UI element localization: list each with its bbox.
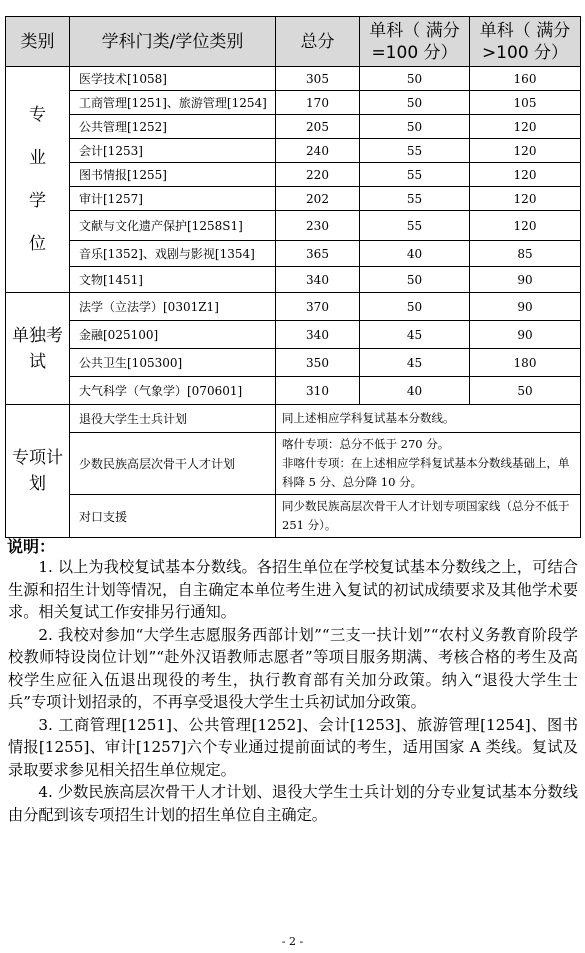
single-100-cell: 50	[360, 293, 470, 321]
total-score-cell: 310	[276, 377, 360, 405]
discipline-cell: 文物[1451]	[70, 267, 276, 293]
header-category: 类别	[6, 17, 70, 67]
header-total: 总分	[276, 17, 360, 67]
table-row	[6, 91, 581, 115]
discipline-cell: 大气科学（气象学）[070601]	[70, 377, 276, 405]
discipline-cell: 文献与文化遗产保护[1258S1]	[70, 211, 276, 241]
note-item: 3. 工商管理[1251]、公共管理[1252]、会计[1253]、旅游管理[1254]、图书情报[1255]、审计[1257]六个专业通过提前面试的考生，适用国家 A 类线。复试及录取要求参见相关招生单位规定。	[8, 715, 578, 779]
table-row	[6, 67, 581, 91]
table-row	[6, 267, 581, 293]
table-row	[6, 293, 581, 321]
single-over100-cell: 120	[470, 139, 581, 163]
single-over100-cell: 120	[470, 163, 581, 187]
score-table-wrapper	[5, 16, 580, 538]
discipline-cell: 公共管理[1252]	[70, 115, 276, 139]
category-char: 业	[29, 147, 46, 168]
single-100-cell: 45	[360, 349, 470, 377]
total-score-cell: 305	[276, 67, 360, 91]
table-row	[6, 433, 581, 495]
plan-note-cell: 同上述相应学科复试基本分数线。	[276, 405, 581, 433]
discipline-cell: 图书情报[1255]	[70, 163, 276, 187]
category-independent-exam: 单独考试	[6, 293, 70, 405]
single-100-cell: 50	[360, 115, 470, 139]
single-over100-cell: 120	[470, 115, 581, 139]
table-row	[6, 321, 581, 349]
single-over100-cell: 105	[470, 91, 581, 115]
total-score-cell: 350	[276, 349, 360, 377]
table-row	[6, 139, 581, 163]
single-100-cell: 55	[360, 163, 470, 187]
total-score-cell: 370	[276, 293, 360, 321]
discipline-cell: 医学技术[1058]	[70, 67, 276, 91]
table-header-row	[6, 17, 581, 67]
plan-name-cell: 对口支援	[70, 495, 276, 538]
single-100-cell: 55	[360, 211, 470, 241]
single-100-cell: 50	[360, 267, 470, 293]
note-item: 1. 以上为我校复试基本分数线。各招生单位在学校复试基本分数线之上，可结合生源和招生计划等情况，自主确定本单位考生进入复试的初试成绩要求及其他学术要求。相关复试工作安排另行通知。	[8, 558, 578, 621]
discipline-cell: 法学（立法学）[0301Z1]	[70, 293, 276, 321]
total-score-cell: 240	[276, 139, 360, 163]
page-number: - 2 -	[281, 935, 304, 948]
single-over100-cell: 90	[470, 321, 581, 349]
total-score-cell: 202	[276, 187, 360, 211]
table-row	[6, 349, 581, 377]
table-row	[6, 115, 581, 139]
category-char: 学	[29, 190, 46, 211]
category-special-plan: 专项计划	[6, 405, 70, 538]
plan-note-cell: 喀什专项：总分不低于 270 分。 非喀什专项：在上述相应学科复试基本分数线基础上，单科降 5 分、总分降 10 分。	[276, 433, 581, 495]
table-row	[6, 163, 581, 187]
table-row	[6, 211, 581, 241]
single-100-cell: 50	[360, 91, 470, 115]
category-char: 位	[29, 233, 46, 254]
plan-name-cell: 退役大学生士兵计划	[70, 405, 276, 433]
single-over100-cell: 50	[470, 377, 581, 405]
header-single-over100: 单科（ 满分>100 分）	[470, 17, 581, 67]
discipline-cell: 金融[025100]	[70, 321, 276, 349]
single-100-cell: 55	[360, 187, 470, 211]
plan-name-cell: 少数民族高层次骨干人才计划	[70, 433, 276, 495]
total-score-cell: 170	[276, 91, 360, 115]
category-professional-degree	[6, 67, 70, 293]
single-over100-cell: 90	[470, 293, 581, 321]
single-100-cell: 40	[360, 377, 470, 405]
single-over100-cell: 160	[470, 67, 581, 91]
single-over100-cell: 120	[470, 211, 581, 241]
table-row	[6, 377, 581, 405]
single-over100-cell: 85	[470, 241, 581, 267]
single-100-cell: 45	[360, 321, 470, 349]
notes-section	[8, 556, 578, 826]
table-row	[6, 495, 581, 538]
score-table	[5, 16, 581, 538]
table-row	[6, 405, 581, 433]
notes-label: 说明：	[7, 537, 56, 556]
total-score-cell: 365	[276, 241, 360, 267]
table-row	[6, 187, 581, 211]
single-100-cell: 55	[360, 139, 470, 163]
discipline-cell: 审计[1257]	[70, 187, 276, 211]
total-score-cell: 205	[276, 115, 360, 139]
single-over100-cell: 180	[470, 349, 581, 377]
total-score-cell: 230	[276, 211, 360, 241]
note-item: 4. 少数民族高层次骨干人才计划、退役大学生士兵计划的分专业复试基本分数线由分配到该专项招生计划的招生单位自主确定。	[8, 783, 578, 824]
discipline-cell: 音乐[1352]、戏剧与影视[1354]	[70, 241, 276, 267]
header-discipline: 学科门类/学位类别	[70, 17, 276, 67]
discipline-cell: 会计[1253]	[70, 139, 276, 163]
header-single-100: 单科（ 满分=100 分）	[360, 17, 470, 67]
discipline-cell: 工商管理[1251]、旅游管理[1254]	[70, 91, 276, 115]
plan-note-cell: 同少数民族高层次骨干人才计划专项国家线（总分不低于 251 分）。	[276, 495, 581, 538]
discipline-cell: 公共卫生[105300]	[70, 349, 276, 377]
single-over100-cell: 120	[470, 187, 581, 211]
total-score-cell: 220	[276, 163, 360, 187]
category-char: 专	[29, 104, 46, 125]
note-item: 2. 我校对参加“大学生志愿服务西部计划”“三支一扶计划”“农村义务教育阶段学校教师特设岗位计划”“赴外汉语教师志愿者”等项目服务期满、考核合格的考生及高校学生应征入伍退出现役的考生，执行教育部有关加分政策。纳入“退役大学生士兵”专项计划招录的，不再享受退役大学生士兵初试加分政策。	[8, 625, 578, 711]
table-row	[6, 241, 581, 267]
single-over100-cell: 90	[470, 267, 581, 293]
single-100-cell: 50	[360, 67, 470, 91]
single-100-cell: 40	[360, 241, 470, 267]
total-score-cell: 340	[276, 267, 360, 293]
total-score-cell: 340	[276, 321, 360, 349]
